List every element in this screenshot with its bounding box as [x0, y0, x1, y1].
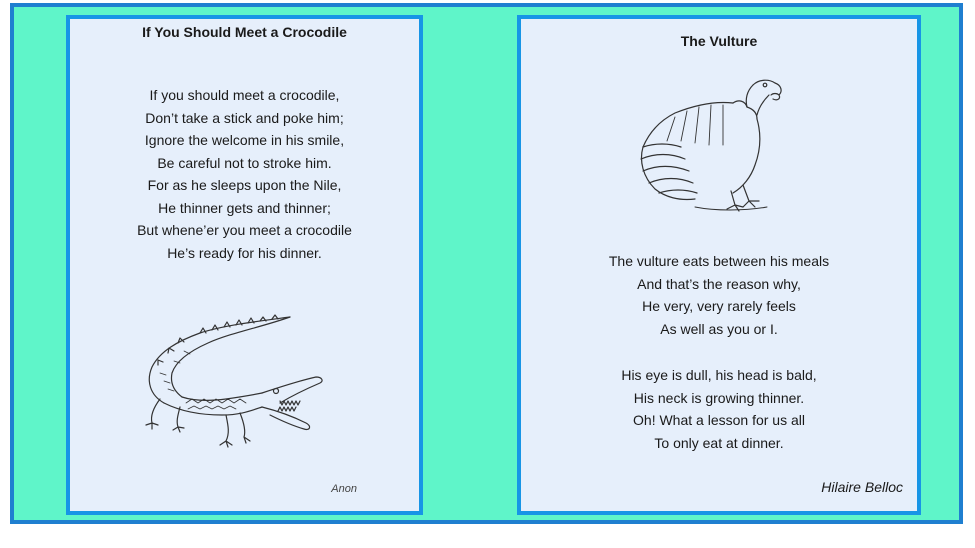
poem-stanza — [521, 250, 917, 340]
poem-line: As well as you or I. — [660, 320, 778, 337]
poem-line: And that’s the reason why, — [637, 275, 801, 292]
crocodile-illustration — [130, 311, 330, 451]
poem-stanza — [70, 84, 419, 264]
poem-line: His neck is growing thinner. — [633, 389, 805, 406]
poem-line: The vulture eats between his meals — [608, 253, 830, 269]
poem-line: For as he sleeps upon the Nile, — [147, 177, 342, 193]
poem-line: To only eat at dinner. — [654, 434, 784, 451]
poem-stanza — [521, 364, 917, 454]
poem-line: He very, very rarely feels — [642, 298, 796, 314]
poem-title: If You Should Meet a Crocodile — [142, 24, 347, 40]
poem-line: Don’t take a stick and poke him; — [145, 109, 344, 126]
poem-title: The Vulture — [680, 33, 758, 49]
poem-line: He’s ready for his dinner. — [167, 244, 322, 261]
poem-line: He thinner gets and thinner; — [158, 199, 331, 216]
poem-line: If you should meet a crocodile, — [149, 87, 340, 103]
poem-line: Ignore the welcome in his smile, — [144, 132, 345, 148]
poem-line: But whene’er you meet a crocodile — [137, 222, 352, 238]
crocodile-poem-card — [66, 15, 423, 515]
poem-line: Oh! What a lesson for us all — [633, 412, 805, 428]
poem-author: Hilaire Belloc — [821, 479, 903, 495]
poem-line: His eye is dull, his head is bald, — [621, 367, 817, 383]
poem-author: Anon — [331, 483, 357, 495]
poster-frame — [10, 3, 963, 524]
vulture-illustration — [635, 73, 785, 213]
poem-line: Be careful not to stroke him. — [157, 154, 332, 171]
vulture-poem-card — [517, 15, 921, 515]
